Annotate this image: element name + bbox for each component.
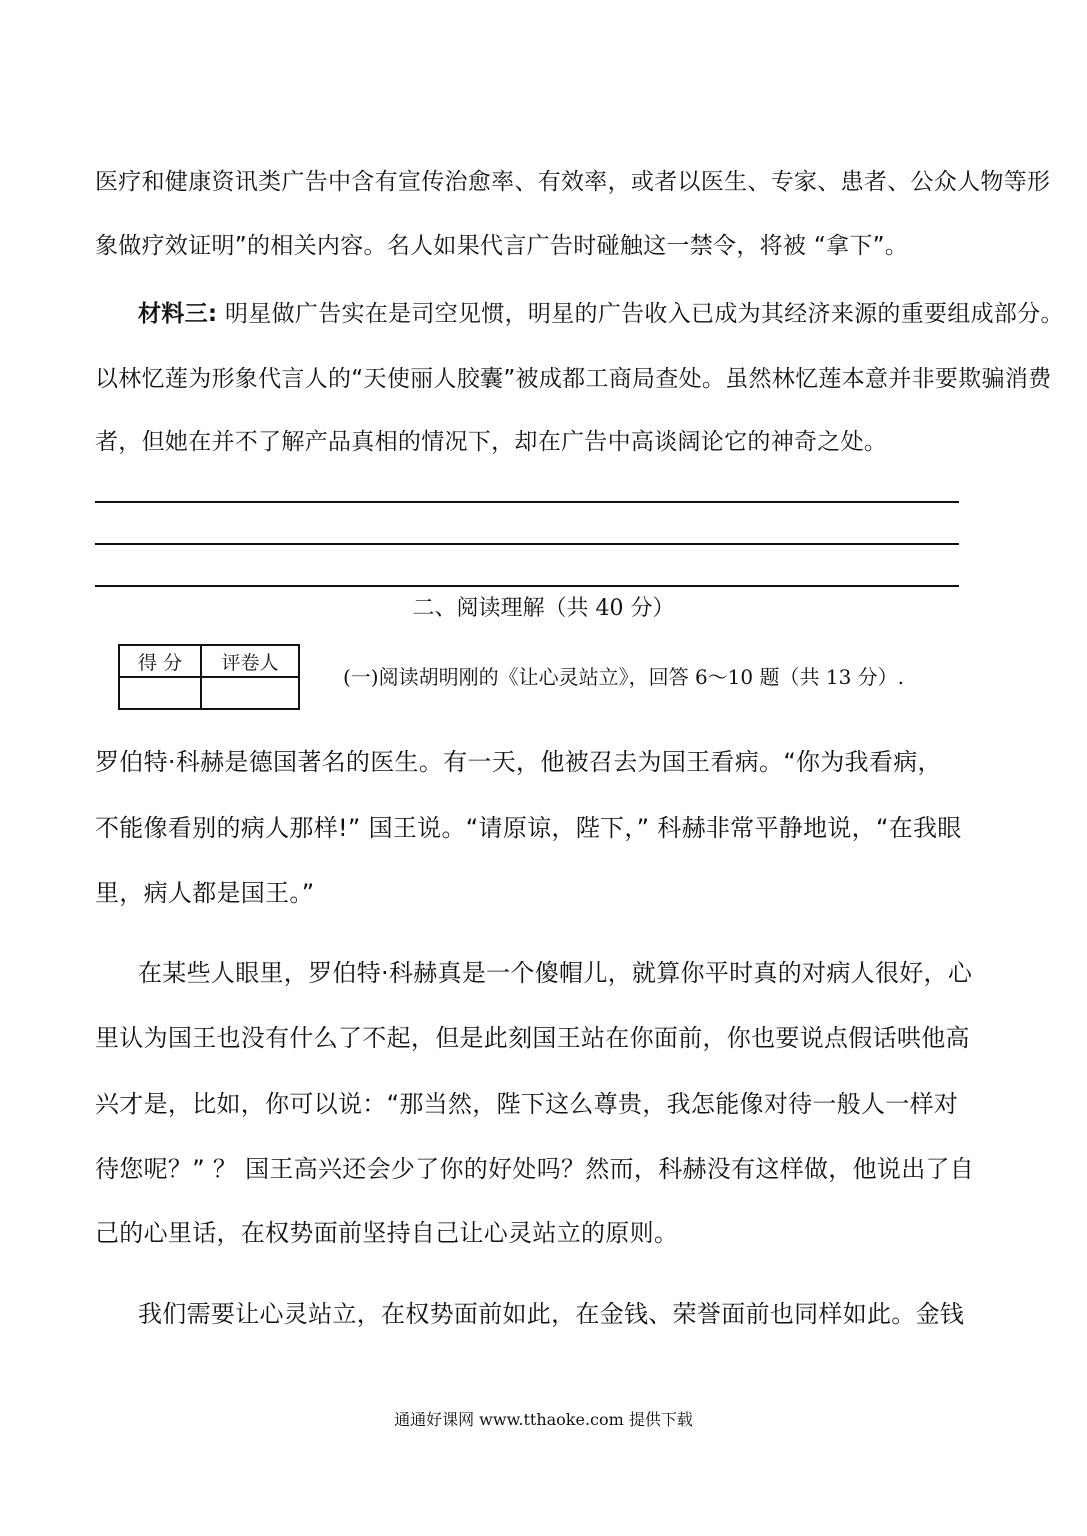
- section-title: 二、阅读理解（共 40 分）: [412, 596, 675, 621]
- passage-p2-line-1: 在某些人眼里，罗伯特·科赫真是一个傻帽儿，就算你平时真的对病人很好，心: [138, 959, 973, 987]
- score-table: [118, 644, 300, 710]
- score-header: 得 分: [119, 645, 201, 677]
- passage-p1-line-3: 里，病人都是国王。”: [95, 879, 315, 907]
- passage-p2-line-2: 里认为国王也没有什么了不起，但是此刻国王站在你面前，你也要说点假话哄他高: [95, 1024, 970, 1052]
- footer-source: 通通好课网 www.tthaoke.com 提供下载: [394, 1410, 693, 1429]
- material2-line-2: 象做疗效证明”的相关内容。名人如果代言广告时碰触这一禁令，将被 “拿下”。: [95, 233, 909, 259]
- answer-line-3[interactable]: [95, 585, 959, 587]
- answer-line-1[interactable]: [95, 501, 959, 503]
- question-intro: (一)阅读胡明刚的《让心灵站立》，回答 6～10 题（共 13 分）.: [343, 665, 905, 689]
- passage-p2-line-5: 己的心里话，在权势面前坚持自己让心灵站立的原则。: [95, 1219, 679, 1247]
- passage-p3-line-1: 我们需要让心灵站立，在权势面前如此，在金钱、荣誉面前也同样如此。金钱: [138, 1300, 965, 1328]
- passage-p1-line-1: 罗伯特·科赫是德国著名的医生。有一天，他被召去为国王看病。“你为我看病，: [95, 748, 942, 776]
- passage-p2-line-4: 待您呢？” ？ 国王高兴还会少了你的好处吗？然而，科赫没有这样做，他说出了自: [95, 1155, 975, 1183]
- material3-line-1: [138, 298, 1064, 330]
- material2-line-1: 医疗和健康资讯类广告中含有宣传治愈率、有效率，或者以医生、专家、患者、公众人物等形: [95, 169, 1051, 195]
- grader-header: 评卷人: [201, 645, 299, 677]
- passage-p1-line-2: 不能像看别的病人那样!” 国王说。“请原谅，陛下，” 科赫非常平静地说，“在我眼: [95, 814, 962, 842]
- material3-line-2: 以林忆莲为形象代言人的“天使丽人胶囊”被成都工商局查处。虽然林忆莲本意并非要欺骗消费: [95, 366, 1052, 392]
- material3-label: 材料三:: [138, 301, 218, 327]
- material3-line-3: 者，但她在并不了解产品真相的情况下，却在广告中高谈阔论它的神奇之处。: [95, 429, 888, 455]
- score-cell[interactable]: [119, 677, 201, 709]
- material3-line-1-text: 明星做广告实在是司空见惯，明星的广告收入已成为其经济来源的重要组成部分。: [217, 301, 1064, 327]
- grader-cell[interactable]: [201, 677, 299, 709]
- passage-p2-line-3: 兴才是，比如，你可以说：“那当然，陛下这么尊贵，我怎能像对待一般人一样对: [95, 1090, 959, 1118]
- answer-line-2[interactable]: [95, 543, 959, 545]
